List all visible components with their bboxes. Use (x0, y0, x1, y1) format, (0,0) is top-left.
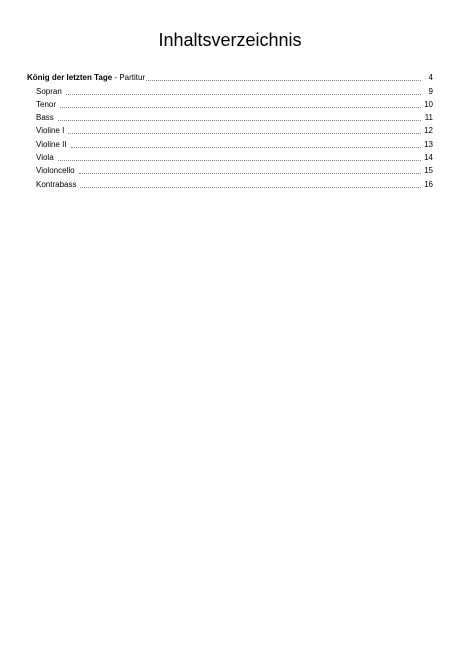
dot-leader (79, 172, 421, 174)
toc-page-number: 9 (428, 86, 433, 96)
toc-entry-score[interactable] (27, 70, 433, 83)
dot-leader (80, 186, 421, 188)
toc-entry-sopran[interactable] (27, 83, 433, 96)
toc-entry-kontrabass[interactable] (27, 176, 433, 189)
toc-entry-tenor[interactable] (27, 97, 433, 110)
toc-page-number: 12 (424, 126, 433, 136)
dot-leader (71, 146, 421, 148)
toc-entry-bass[interactable] (27, 110, 433, 123)
toc-page-number: 11 (424, 113, 433, 123)
dot-leader (60, 106, 421, 108)
dot-leader (58, 119, 421, 121)
toc-page-number: 14 (424, 153, 433, 163)
toc-entry-label: Bass (36, 113, 54, 123)
toc-entry-label: Viola (36, 153, 54, 163)
toc-entry-label: Violine II (36, 139, 67, 149)
dot-leader (58, 159, 421, 161)
toc-work-title: König der letzten Tage (27, 73, 113, 83)
toc-entry-label: Kontrabass (36, 179, 77, 189)
dot-leader (66, 93, 421, 95)
toc-page-number: 10 (424, 99, 433, 109)
toc-page-number: 16 (424, 179, 433, 189)
toc-entry-violoncello[interactable] (27, 163, 433, 176)
toc-page-number: 13 (424, 139, 433, 149)
toc-entry-label: Violoncello (36, 166, 75, 176)
toc-entry-label (27, 73, 145, 83)
toc-entry-violine-2[interactable] (27, 136, 433, 149)
toc-entry-label: Tenor (36, 99, 57, 109)
toc-entry-label: Sopran (36, 86, 62, 96)
dot-leader (68, 132, 421, 134)
toc-page-number: 15 (424, 166, 433, 176)
page-title: Inhaltsverzeichnis (158, 30, 302, 50)
dot-leader (146, 79, 421, 81)
toc-entry-label: Violine I (36, 126, 65, 136)
toc-entry-suffix: - Partitur (112, 73, 146, 83)
toc-entry-viola[interactable] (27, 150, 433, 163)
toc-entry-violine-1[interactable] (27, 123, 433, 136)
table-of-contents (27, 70, 433, 190)
toc-page-number: 4 (428, 73, 433, 83)
